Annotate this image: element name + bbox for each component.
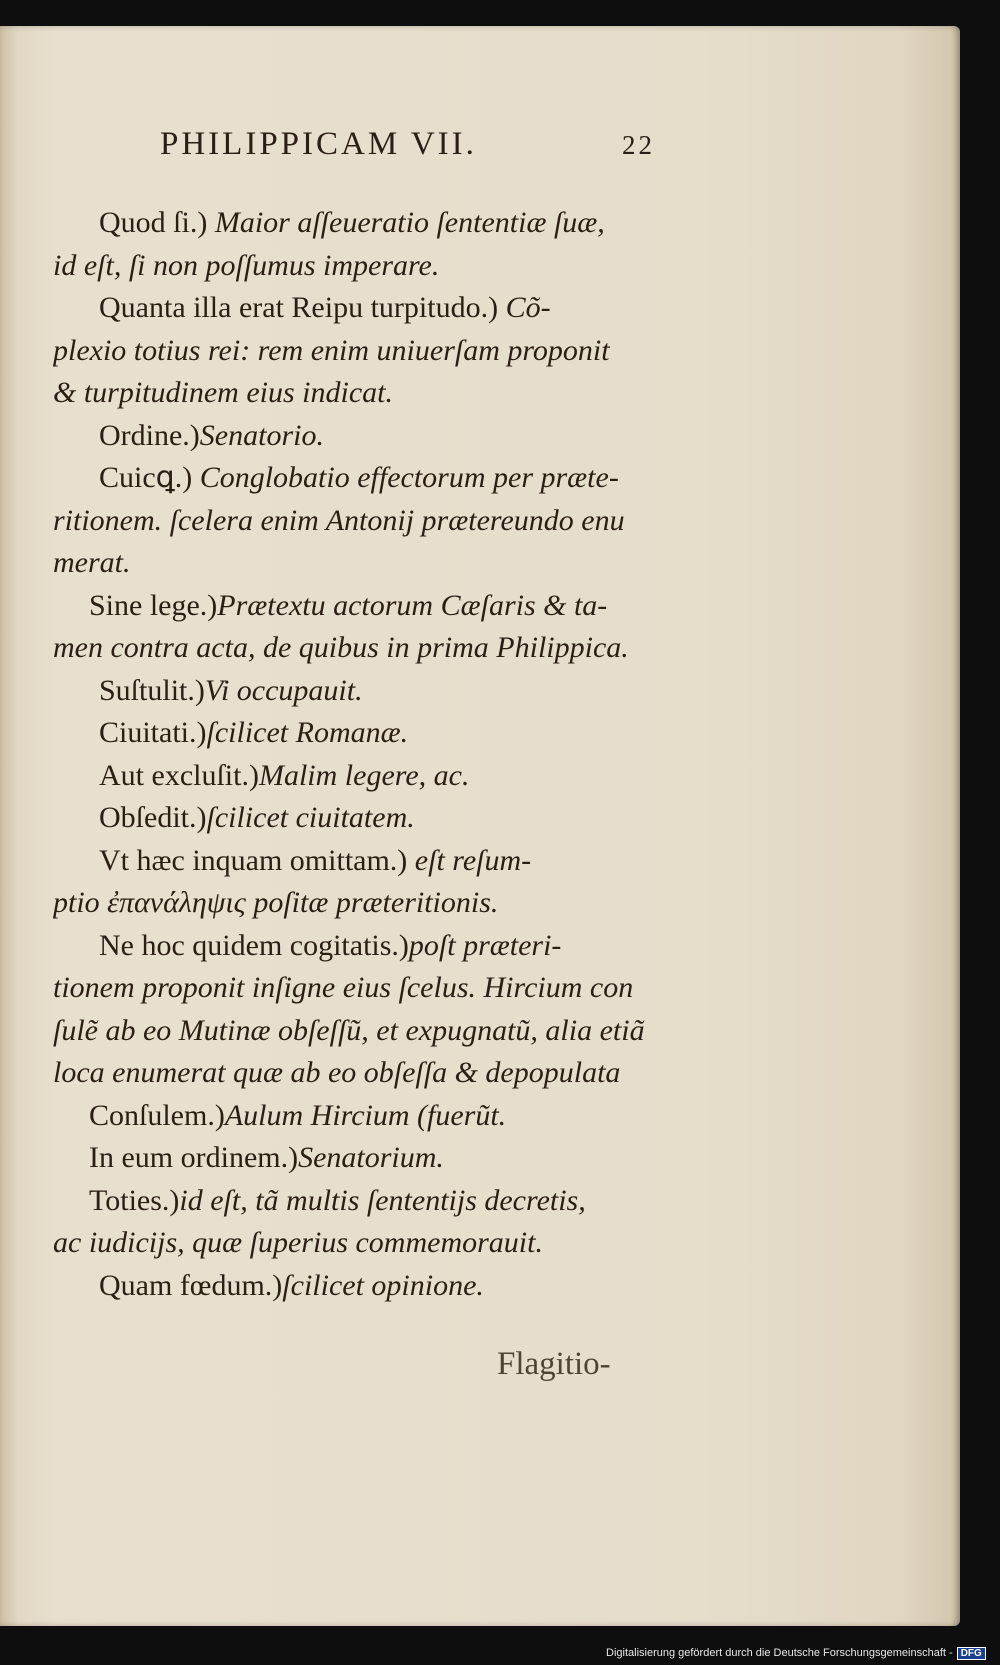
text-line: Ne hoc quidem cogitatis.)poſt præteri-: [99, 928, 562, 962]
text-line: Conſulem.)Aulum Hircium (fuerũt.: [89, 1098, 507, 1132]
text-line: loca enumerat quæ ab eo obſeſſa & depopulata: [53, 1056, 621, 1089]
text-line: plexio totius rei: rem enim uniuerſam proponit: [53, 333, 610, 367]
running-head: [160, 126, 680, 186]
text-line: Cuicꝗ.) Conglobatio effectorum per præte-: [99, 461, 619, 494]
text-line: ritionem. ſcelera enim Antonij prætereundo enu: [53, 503, 625, 537]
text-line: In eum ordinem.)Senatorium.: [89, 1141, 444, 1174]
text-line: Ordine.)Senatorio.: [99, 418, 324, 452]
text-line: tionem proponit inſigne eius ſcelus. Hircium con: [53, 971, 634, 1004]
dfg-logo: DFG: [957, 1647, 986, 1660]
text-line: Aut excluſit.)Malim legere, ac.: [99, 758, 470, 792]
text-line: Suſtulit.)Vi occupauit.: [99, 673, 363, 707]
folio-number: 22: [622, 130, 655, 160]
text-line: Quod ſi.) Maior aſſeueratio ſententiæ ſuæ,: [99, 206, 605, 239]
text-line: merat.: [53, 546, 131, 579]
text-line: id eſt, ſi non poſſumus imperare.: [53, 248, 440, 282]
credit-text: Digitalisierung gefördert durch die Deutsche Forschungsgemeinschaft -: [606, 1647, 953, 1659]
running-title: PHILIPPICAM VII.: [160, 126, 477, 162]
text-line: ac iudicijs, quæ ſuperius commemorauit.: [53, 1226, 543, 1259]
commentary-text: [53, 202, 693, 1307]
text-line: men contra acta, de quibus in prima Philippica.: [53, 631, 629, 664]
book-page: [0, 26, 960, 1626]
text-line: Ciuitati.)ſcilicet Romanæ.: [99, 716, 409, 749]
catchword: Flagitio-: [497, 1346, 611, 1382]
text-line: Sine lege.)Prætextu actorum Cæſaris & ta-: [89, 588, 608, 622]
text-line: Vt hæc inquam omittam.) eſt reſum-: [99, 843, 532, 877]
text-line: Quam fœdum.)ſcilicet opinione.: [99, 1268, 484, 1302]
text-line: Quanta illa erat Reipu turpitudo.) Cõ-: [99, 291, 551, 324]
text-line: Toties.)id eſt, tã multis ſententijs decretis,: [89, 1183, 586, 1217]
text-line: ptio ἐπανάληψις poſitæ præteritionis.: [53, 886, 499, 919]
text-line: ſulẽ ab eo Mutinæ obſeſſũ, et expugnatũ, alia etiã: [53, 1013, 645, 1047]
text-line: & turpitudinem eius indicat.: [53, 376, 393, 409]
text-line: Obſedit.)ſcilicet ciuitatem.: [99, 801, 415, 834]
digitization-credit: [606, 1647, 986, 1661]
